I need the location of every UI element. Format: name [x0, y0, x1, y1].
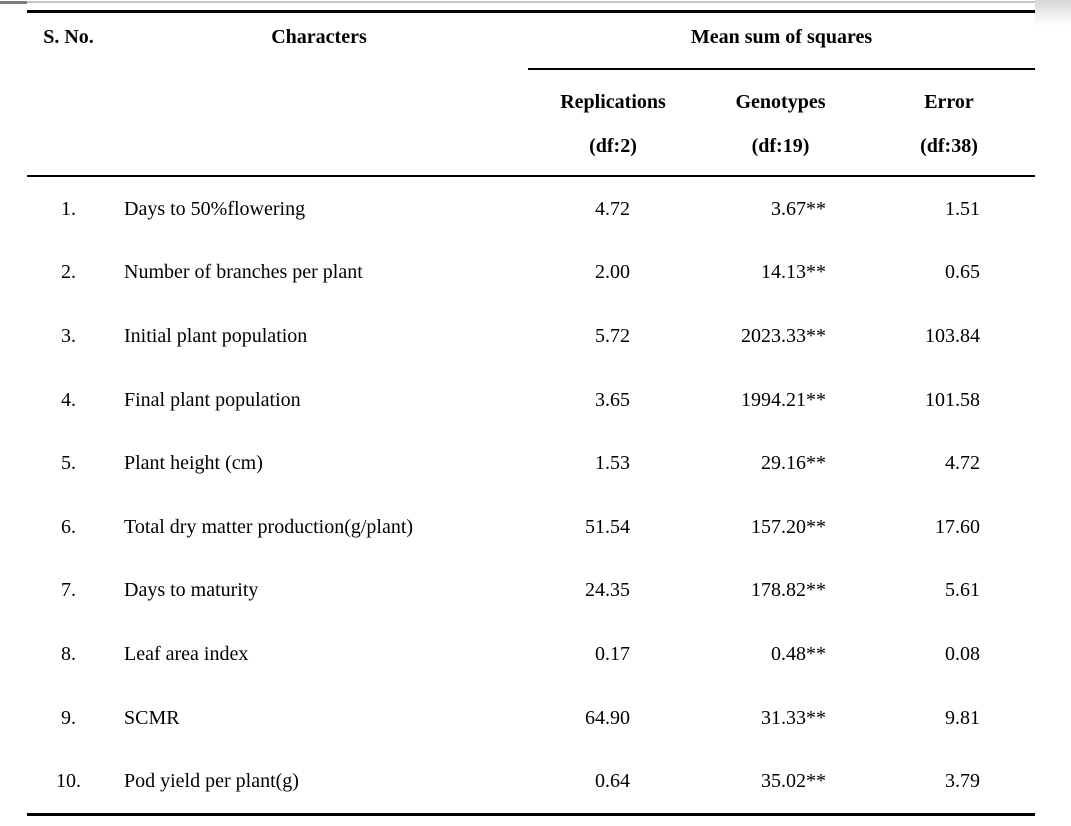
cell-character: Leaf area index: [124, 642, 249, 665]
cell-sno: 9.: [61, 706, 76, 729]
cell-sno: 6.: [61, 515, 76, 538]
cell-genotypes: 0.48**: [771, 642, 826, 665]
header-sno: S. No.: [43, 26, 94, 48]
cell-genotypes: 14.13**: [761, 261, 826, 284]
cell-genotypes: 2023.33**: [741, 324, 826, 347]
cell-replications: 3.65: [595, 388, 630, 411]
cell-sno: 4.: [61, 388, 76, 411]
header-subcolumns: [528, 70, 1035, 175]
cell-sno: 10.: [56, 770, 81, 793]
cell-replications: 2.00: [595, 261, 630, 284]
cell-error: 9.81: [945, 706, 980, 729]
scan-artifact-top-right: [1035, 0, 1071, 26]
header-genotypes: [698, 70, 863, 175]
header-group: [528, 13, 1035, 175]
scan-artifact-top-left: [0, 1, 27, 4]
cell-replications: 0.64: [595, 770, 630, 793]
cell-character: Days to 50%flowering: [124, 197, 306, 220]
cell-replications: 0.17: [595, 642, 630, 665]
cell-error: 4.72: [945, 452, 980, 475]
cell-sno: 7.: [61, 579, 76, 602]
cell-genotypes: 35.02**: [761, 770, 826, 793]
scan-artifact-top-edge: [0, 1, 1071, 3]
cell-genotypes: 31.33**: [761, 706, 826, 729]
header-characters: Characters: [271, 26, 367, 48]
cell-replications: 5.72: [595, 324, 630, 347]
header-replications: [528, 70, 698, 175]
header-replications-label: Replications: [560, 91, 666, 113]
cell-replications: 64.90: [585, 706, 630, 729]
header-group-title: Mean sum of squares: [690, 26, 873, 48]
header-replications-df: (df:2): [589, 135, 637, 157]
cell-sno: 3.: [61, 324, 76, 347]
header-genotypes-df: (df:19): [751, 135, 810, 157]
cell-character: Number of branches per plant: [124, 261, 363, 284]
table-bottom-rule: [27, 813, 1035, 816]
cell-replications: 4.72: [595, 197, 630, 220]
cell-error: 1.51: [945, 197, 980, 220]
cell-error: 0.65: [945, 261, 980, 284]
table-header: [27, 13, 1035, 175]
cell-sno: 5.: [61, 452, 76, 475]
cell-replications: 51.54: [585, 515, 630, 538]
cell-character: SCMR: [124, 706, 180, 729]
header-genotypes-label: Genotypes: [735, 91, 826, 113]
cell-character: Final plant population: [124, 388, 301, 411]
cell-replications: 24.35: [585, 579, 630, 602]
cell-error: 103.84: [925, 324, 980, 347]
cell-genotypes: 29.16**: [761, 452, 826, 475]
cell-genotypes: 1994.21**: [741, 388, 826, 411]
anova-table: [27, 10, 1035, 816]
header-error: [863, 70, 1035, 175]
cell-character: Days to maturity: [124, 579, 259, 602]
cell-replications: 1.53: [595, 452, 630, 475]
cell-genotypes: 157.20**: [751, 515, 826, 538]
cell-sno: 8.: [61, 642, 76, 665]
cell-error: 101.58: [925, 388, 980, 411]
header-error-df: (df:38): [920, 135, 978, 157]
cell-error: 0.08: [945, 642, 980, 665]
cell-genotypes: 178.82**: [751, 579, 826, 602]
table-body: [27, 177, 1035, 813]
cell-error: 5.61: [945, 579, 980, 602]
cell-error: 3.79: [945, 770, 980, 793]
cell-sno: 2.: [61, 261, 76, 284]
cell-character: Pod yield per plant(g): [124, 770, 299, 793]
cell-sno: 1.: [61, 197, 76, 220]
header-error-label: Error: [924, 91, 974, 113]
cell-character: Plant height (cm): [124, 452, 263, 475]
cell-character: Initial plant population: [124, 324, 308, 347]
cell-genotypes: 3.67**: [771, 197, 826, 220]
cell-error: 17.60: [935, 515, 980, 538]
cell-character: Total dry matter production(g/plant): [124, 515, 414, 538]
